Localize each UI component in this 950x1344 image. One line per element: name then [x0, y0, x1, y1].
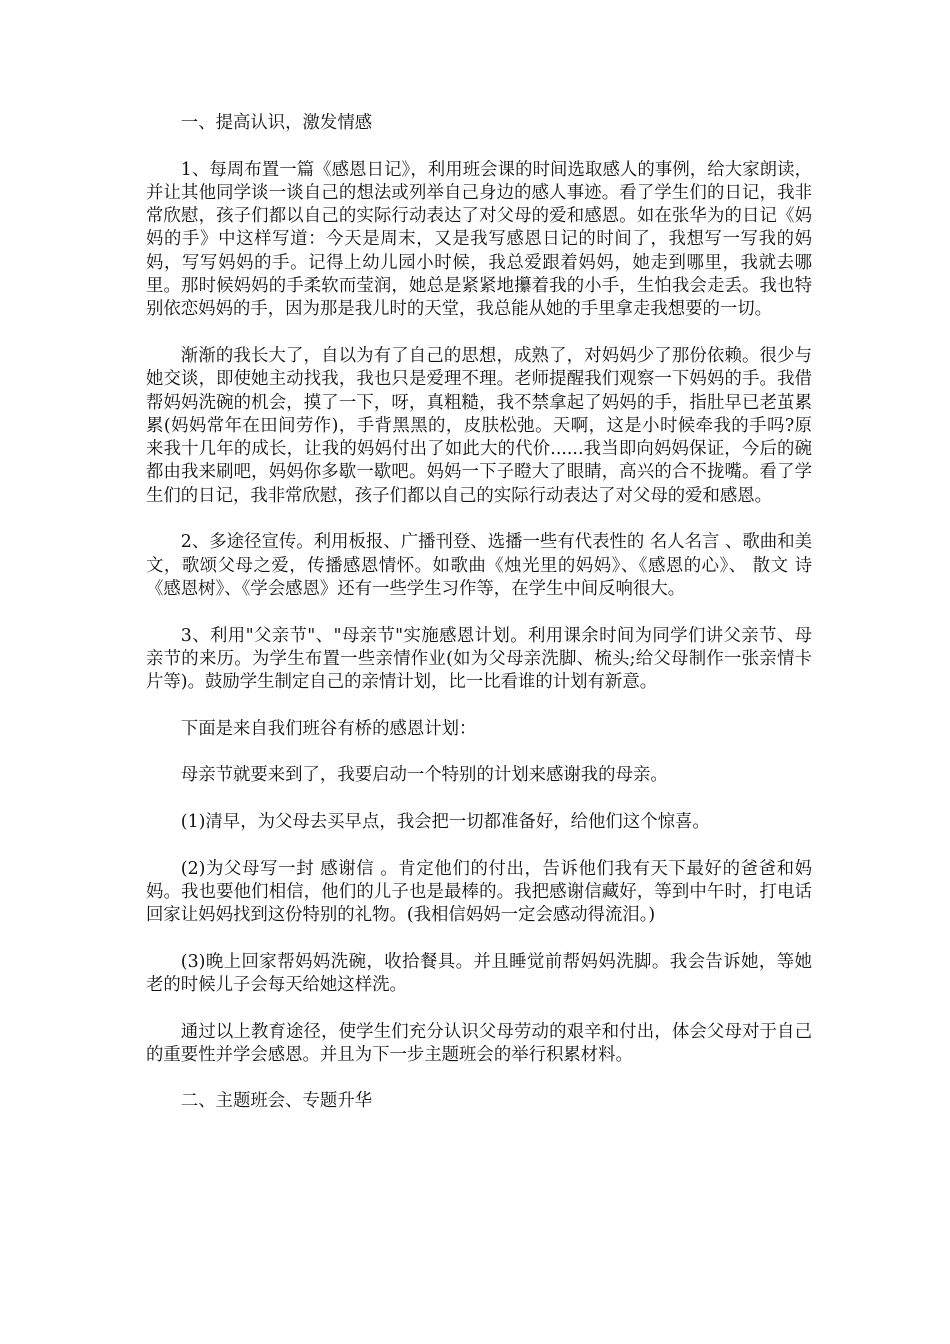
document-page: [146, 112, 812, 1137]
paragraph-fathers-mothers-day: 3、利用"父亲节"、"母亲节"实施感恩计划。利用课余时间为同学们讲父亲节、母亲节的来历。为学生布置一些亲情作业(如为父母亲洗脚、梳头;给父母制作一张亲情卡片等)。鼓励学生制定自己的亲情计划，比一比看谁的计划有新意。: [146, 625, 812, 693]
paragraph-plan-item-1: (1)清早，为父母去买早点，我会把一切都准备好，给他们这个惊喜。: [180, 811, 710, 832]
paragraph-diary-practice: 1、每周布置一篇《感恩日记》，利用班会课的时间选取感人的事例，给大家朗读，并让其他同学谈一谈自己的想法或列举自己身边的感人事迹。看了学生们的日记，我非常欣慰，孩子们都以自己的实际行动表达了对父母的爱和感恩。如在张华为的日记《妈妈的手》中这样写道：今天是周末，又是我写感恩日记的时间了，我想写一写我的妈妈，写写妈妈的手。记得上幼儿园小时候，我总爱跟着妈妈，她走到哪里，我就去哪里。那时候妈妈的手柔软而莹润，她总是紧紧地攥着我的小手，生怕我会走丢。我也特别依恋妈妈的手，因为那是我儿时的天堂，我总能从她的手里拿走我想要的一切。: [146, 159, 812, 320]
paragraph-plan-item-2: (2)为父母写一封 感谢信 。肯定他们的付出，告诉他们我有天下最好的爸爸和妈妈。我也要他们相信，他们的儿子也是最棒的。我把感谢信藏好，等到中午时，打电话回家让妈妈找到这份特别的礼物。(我相信妈妈一定会感动得流泪。): [146, 858, 812, 926]
section-heading-2: 二、主题班会、专题升华: [180, 1091, 373, 1112]
paragraph-mothers-hand: 渐渐的我长大了，自以为有了自己的思想，成熟了，对妈妈少了那份依赖。很少与她交谈，即使她主动找我，我也只是爱理不理。老师提醒我们观察一下妈妈的手。我借帮妈妈洗碗的机会，摸了一下，呀，真粗糙，我不禁拿起了妈妈的手，指肚早已老茧累累(妈妈常年在田间劳作)，手背黑黑的，皮肤松弛。天啊，这是小时候牵我的手吗?原来我十几年的成长，让我的妈妈付出了如此大的代价......我当即向妈妈保证，今后的碗都由我来刷吧，妈妈你多歇一歇吧。妈妈一下子瞪大了眼睛，高兴的合不拢嘴。看了学生们的日记，我非常欣慰，孩子们都以自己的实际行动表达了对父母的爱和感恩。: [146, 345, 812, 506]
paragraph-summary: 通过以上教育途径，使学生们充分认识父母劳动的艰辛和付出，体会父母对于自己的重要性并学会感恩。并且为下一步主题班会的举行积累材料。: [146, 1021, 812, 1065]
paragraph-plan-intro: 下面是来自我们班谷有桥的感恩计划：: [180, 718, 477, 739]
paragraph-plan-item-3: (3)晚上回家帮妈妈洗碗，收拾餐具。并且睡觉前帮妈妈洗脚。我会告诉她，等她老的时候儿子会每天给她这样洗。: [146, 951, 812, 995]
paragraph-plan-opening: 母亲节就要来到了，我要启动一个特别的计划来感谢我的母亲。: [180, 765, 668, 786]
section-heading-1: 一、提高认识，激发情感: [180, 113, 373, 133]
paragraph-multi-channel-promotion: 2、多途径宣传。利用板报、广播刊登、选播一些有代表性的 名人名言 、歌曲和美文，歌颂父母之爱，传播感恩情怀。如歌曲《烛光里的妈妈》、《感恩的心》、 散文 诗《感恩树》、《学会感恩》还有一些学生习作等，在学生中间反响很大。: [146, 532, 812, 599]
